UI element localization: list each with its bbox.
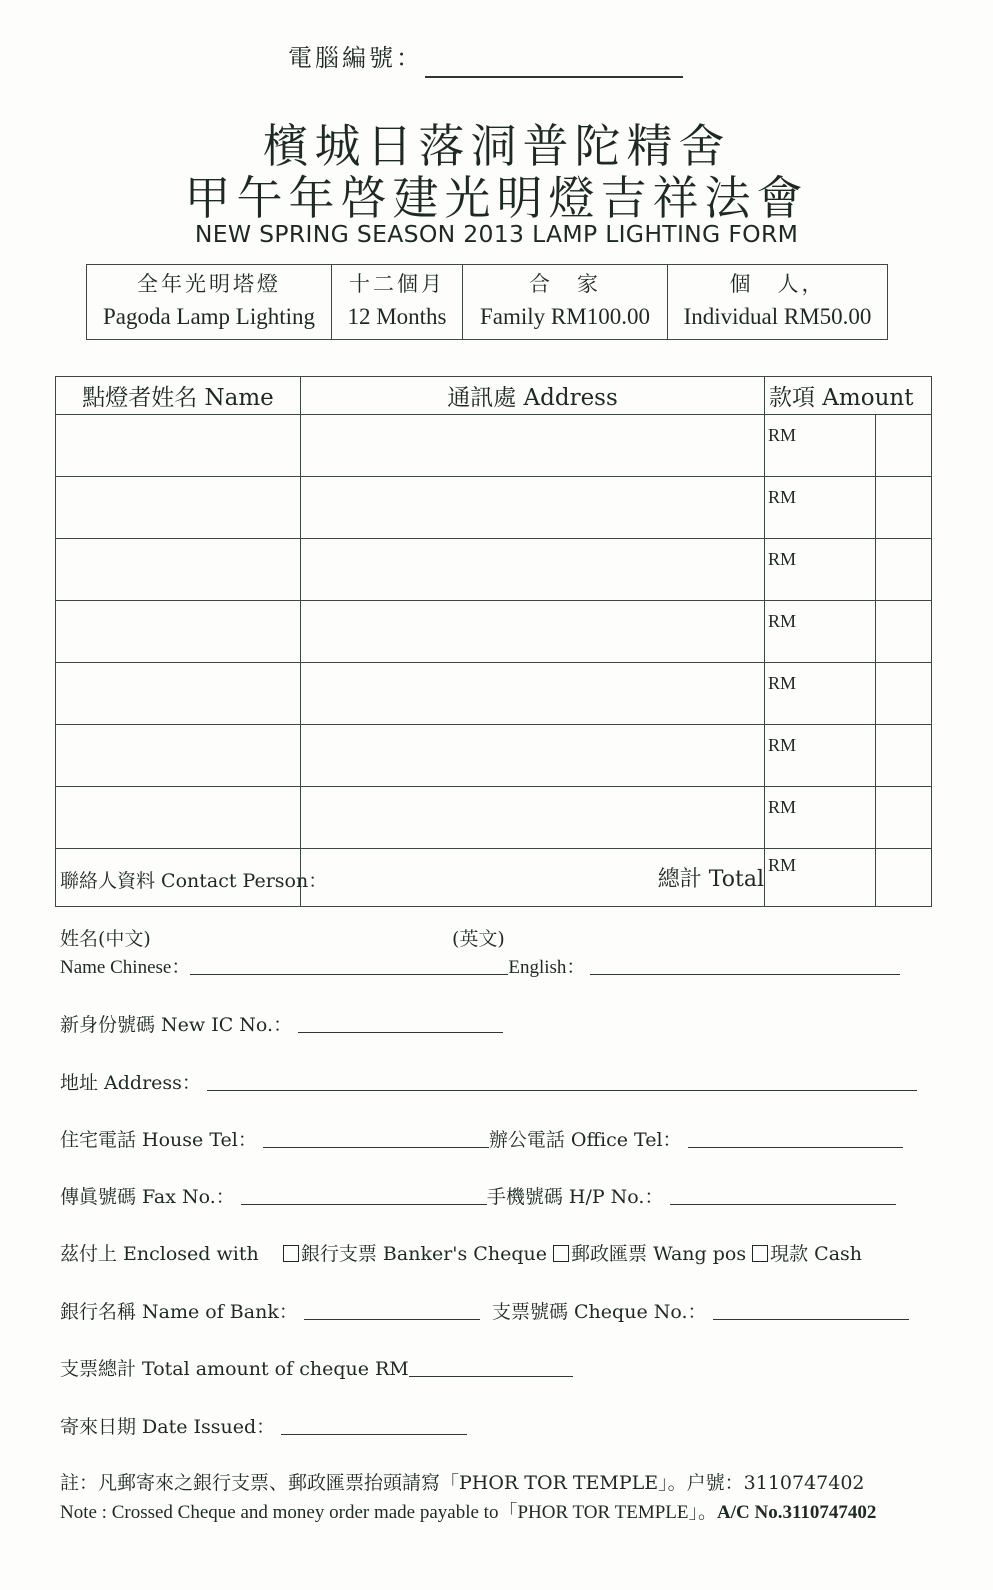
enclosed-row xyxy=(60,1239,862,1266)
office-tel-label: 辦公電話 Office Tel： xyxy=(488,1129,682,1151)
amount-input[interactable] xyxy=(765,725,876,787)
cheque-no-input[interactable] xyxy=(713,1318,909,1320)
name-input[interactable] xyxy=(56,787,301,849)
fax-row xyxy=(60,1182,896,1209)
date-issued-label: 寄來日期 Date Issued： xyxy=(60,1416,276,1438)
price-cell-individual xyxy=(668,265,888,340)
bankers-cheque-label: 銀行支票 Banker's Cheque xyxy=(300,1243,547,1265)
amount-cents-input[interactable] xyxy=(876,539,932,601)
event-title: 甲午年啓建光明燈吉祥法會 xyxy=(184,171,809,225)
amount-input[interactable] xyxy=(765,601,876,663)
table-row xyxy=(56,415,932,477)
name-chinese-row xyxy=(60,952,900,979)
currency-label: RM xyxy=(768,735,797,755)
amount-cents-input[interactable] xyxy=(876,725,932,787)
currency-label: RM xyxy=(768,487,797,507)
amount-cents-input[interactable] xyxy=(876,477,932,539)
cash-label: 現款 Cash xyxy=(770,1243,863,1265)
bankers-cheque-checkbox[interactable] xyxy=(283,1245,299,1262)
table-row xyxy=(56,663,932,725)
address-row xyxy=(60,1068,917,1095)
house-tel-input[interactable] xyxy=(263,1146,489,1148)
note-chinese: 註：凡郵寄來之銀行支票、郵政匯票抬頭請寫「PHOR TOR TEMPLE」。户號：3110747402 xyxy=(60,1472,865,1494)
price-cell-cn: 合 家 xyxy=(529,272,601,296)
table-row xyxy=(56,477,932,539)
currency-label: RM xyxy=(768,797,797,817)
cheque-total-label: 支票總計 Total amount of cheque RM xyxy=(60,1358,409,1380)
hp-label: 手機號碼 H/P No.： xyxy=(486,1186,664,1208)
name-cn-label-cn: 姓名(中文) xyxy=(60,928,151,950)
price-cell-duration xyxy=(332,265,463,340)
amount-input[interactable] xyxy=(765,477,876,539)
cheque-total-input[interactable] xyxy=(409,1375,573,1377)
name-chinese-label: Name Chinese： xyxy=(60,957,191,978)
wang-pos-checkbox[interactable] xyxy=(553,1245,569,1262)
name-chinese-input[interactable] xyxy=(190,973,508,975)
computer-number-label: 電腦編號： xyxy=(288,44,423,72)
fax-label: 傳眞號碼 Fax No.： xyxy=(60,1186,235,1208)
header-address: 通訊處 Address xyxy=(301,377,765,415)
address-input[interactable] xyxy=(301,539,765,601)
ic-input[interactable] xyxy=(298,1031,503,1033)
total-label: 總計 Total xyxy=(301,849,765,907)
date-issued-input[interactable] xyxy=(281,1433,467,1435)
amount-cents-input[interactable] xyxy=(876,601,932,663)
bank-name-label: 銀行名稱 Name of Bank： xyxy=(60,1301,298,1323)
address-input[interactable] xyxy=(301,663,765,725)
form-title-english: NEW SPRING SEASON 2013 LAMP LIGHTING FORM xyxy=(194,220,799,248)
header-name: 點燈者姓名 Name xyxy=(56,377,301,415)
amount-cents-input[interactable] xyxy=(876,787,932,849)
address-input[interactable] xyxy=(207,1089,917,1091)
address-label: 地址 Address： xyxy=(60,1072,201,1094)
amount-input[interactable] xyxy=(765,415,876,477)
computer-number-field[interactable] xyxy=(425,76,683,78)
table-row xyxy=(56,725,932,787)
total-currency: RM xyxy=(768,855,797,875)
total-cents-field[interactable] xyxy=(876,849,932,907)
name-input[interactable] xyxy=(56,477,301,539)
ic-row xyxy=(60,1010,503,1037)
currency-label: RM xyxy=(768,549,797,569)
name-input[interactable] xyxy=(56,539,301,601)
currency-label: RM xyxy=(768,673,797,693)
date-row xyxy=(60,1412,467,1439)
currency-label: RM xyxy=(768,611,797,631)
price-table xyxy=(86,264,888,340)
bank-row xyxy=(60,1297,909,1324)
price-cell-cn: 全年光明塔燈 xyxy=(137,272,281,296)
ic-label: 新身份號碼 New IC No.： xyxy=(60,1014,293,1036)
price-cell-cn: 十二個月 xyxy=(349,272,445,296)
price-cell-cn: 個 人， xyxy=(729,272,826,296)
name-input[interactable] xyxy=(56,725,301,787)
note-english xyxy=(60,1497,876,1524)
amount-input[interactable] xyxy=(765,787,876,849)
office-tel-input[interactable] xyxy=(688,1146,903,1148)
note-english-text: Note : Crossed Cheque and money order made payable to「PHOR TOR TEMPLE」。 xyxy=(60,1502,717,1523)
address-input[interactable] xyxy=(301,725,765,787)
address-input[interactable] xyxy=(301,415,765,477)
table-header-row xyxy=(56,377,932,415)
price-cell-en: 12 Months xyxy=(347,304,447,329)
wang-pos-label: 郵政匯票 Wang pos xyxy=(571,1243,747,1265)
hp-input[interactable] xyxy=(670,1203,896,1205)
address-input[interactable] xyxy=(301,601,765,663)
cheque-total-row xyxy=(60,1354,573,1381)
address-input[interactable] xyxy=(301,477,765,539)
cheque-no-label: 支票號碼 Cheque No.： xyxy=(491,1301,707,1323)
header-amount: 款項 Amount xyxy=(765,377,932,415)
amount-input[interactable] xyxy=(765,539,876,601)
name-en-label-cn: (英文) xyxy=(452,928,505,950)
name-input[interactable] xyxy=(56,663,301,725)
amount-cents-input[interactable] xyxy=(876,415,932,477)
note-account-number: A/C No.3110747402 xyxy=(717,1502,877,1523)
cash-checkbox[interactable] xyxy=(752,1245,768,1262)
currency-label: RM xyxy=(768,425,797,445)
table-row xyxy=(56,539,932,601)
amount-cents-input[interactable] xyxy=(876,663,932,725)
amount-input[interactable] xyxy=(765,663,876,725)
price-cell-pagoda xyxy=(87,265,332,340)
lamp-entries-table xyxy=(55,376,932,907)
name-input[interactable] xyxy=(56,601,301,663)
price-cell-family xyxy=(463,265,668,340)
house-tel-label: 住宅電話 House Tel： xyxy=(60,1129,257,1151)
tel-row xyxy=(60,1125,903,1152)
total-amount-field[interactable] xyxy=(765,849,876,907)
table-row xyxy=(56,601,932,663)
enclosed-label: 茲付上 Enclosed with xyxy=(60,1243,259,1265)
table-row xyxy=(56,787,932,849)
contact-section-label: 聯絡人資料 Contact Person： xyxy=(60,870,328,892)
price-cell-en: Pagoda Lamp Lighting xyxy=(102,304,316,329)
fax-input[interactable] xyxy=(241,1203,487,1205)
bank-name-input[interactable] xyxy=(304,1318,480,1320)
name-input[interactable] xyxy=(56,415,301,477)
price-cell-en: Family RM100.00 xyxy=(480,304,650,329)
name-english-input[interactable] xyxy=(590,973,900,975)
price-cell-en: Individual RM50.00 xyxy=(683,304,872,329)
name-english-label: English： xyxy=(508,957,586,978)
temple-title: 檳城日落洞普陀精舍 xyxy=(262,119,731,173)
address-input[interactable] xyxy=(301,787,765,849)
